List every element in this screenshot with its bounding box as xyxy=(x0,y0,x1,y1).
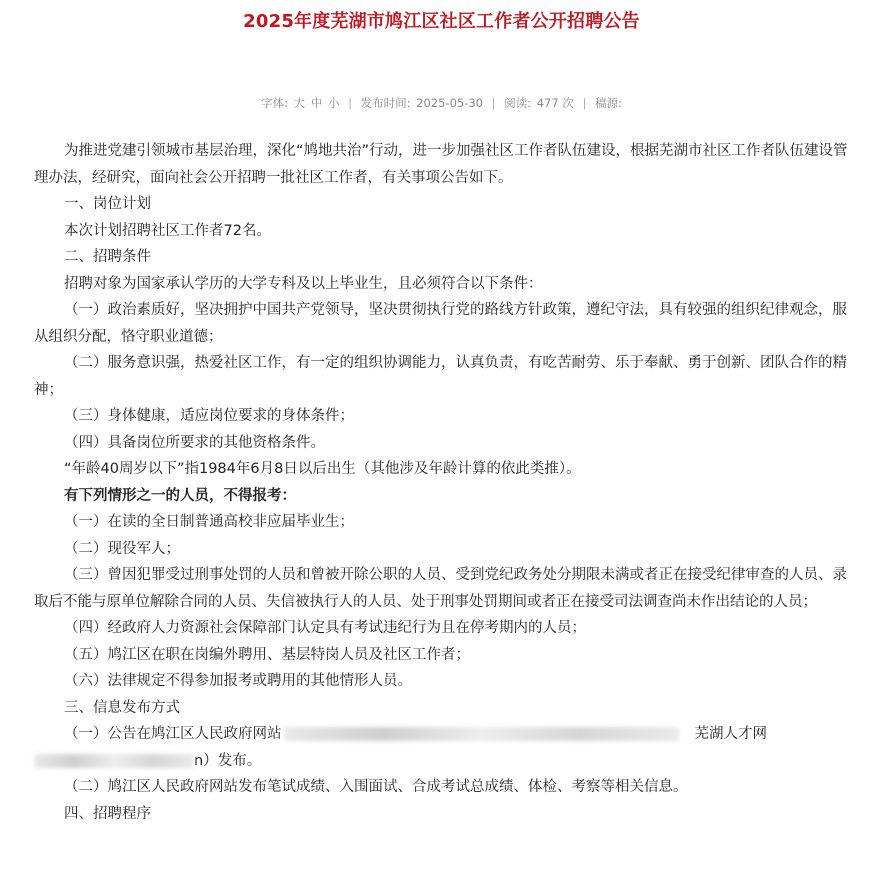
article-title: 2025年度芜湖市鸠江区社区工作者公开招聘公告 xyxy=(243,11,640,32)
age-note: “年龄40周岁以下”指1984年6月8日以后出生（其他涉及年龄计算的依此类推）。 xyxy=(64,461,581,477)
info-item-1 xyxy=(34,721,849,774)
read-count: 477 次 xyxy=(536,96,574,110)
exclusion-4: （四）经政府人力资源社会保障部门认定具有考试违纪行为且在停考期内的人员； xyxy=(64,620,586,636)
exclusion-6: （六）法律规定不得参加报考或聘用的其他情形人员。 xyxy=(64,673,412,689)
section-heading-4: 四、招聘程序 xyxy=(64,805,151,822)
publish-date: 2025-05-30 xyxy=(416,96,483,110)
exclusion-5: （五）鸠江区在职在岗编外聘用、基层特岗人员及社区工作者； xyxy=(64,646,470,663)
plan-paragraph: 本次计划招聘社区工作者72名。 xyxy=(64,222,271,239)
exclusion-2: （二）现役军人； xyxy=(64,540,180,557)
article-meta xyxy=(0,95,883,111)
exclusions-heading: 有下列情形之一的人员，不得报考： xyxy=(64,487,296,504)
publish-time-label: 发布时间: xyxy=(360,96,411,110)
intro-paragraph: 为推进党建引领城市基层治理，深化“鸠地共治”行动，进一步加强社区工作者队伍建设，根据芜湖市社区工作者队伍建设管理办法，经研究，面向社会公开招聘一批社区工作者，有关事项公告如下。 xyxy=(34,143,848,186)
font-size-medium-link[interactable]: 中 xyxy=(310,96,323,110)
section-heading-1: 一、岗位计划 xyxy=(64,196,151,212)
condition-1: （一）政治素质好，坚决拥护中国共产党领导，坚决贯彻执行党的路线方针政策，遵纪守法，具有较强的组织纪律观念，服从组织分配，恪守职业道德； xyxy=(34,302,847,345)
redacted-url xyxy=(34,754,194,768)
font-size-label: 字体: xyxy=(261,96,288,110)
article-body xyxy=(34,138,849,827)
conditions-intro: 招聘对象为国家承认学历的大学专科及以上毕业生，且必须符合以下条件： xyxy=(64,275,543,292)
info-item-2: （二）鸠江区人民政府网站发布笔试成绩、入围面试、合成考试总成绩、体检、考察等相关信息。 xyxy=(64,779,688,795)
font-size-large-link[interactable]: 大 xyxy=(293,96,306,110)
meta-separator: | xyxy=(582,96,587,110)
meta-separator: | xyxy=(348,96,352,110)
source-label: 稿源: xyxy=(595,96,622,110)
exclusion-1: （一）在读的全日制普通高校非应届毕业生； xyxy=(64,514,354,530)
section-heading-3: 三、信息发布方式 xyxy=(64,699,180,716)
condition-3: （三）身体健康，适应岗位要求的身体条件； xyxy=(64,408,354,424)
info-item-1-text: （一）公告在鸠江区人民政府网站 xyxy=(64,726,282,742)
read-count-label: 阅读: xyxy=(504,96,532,110)
condition-4: （四）具备岗位所要求的其他资格条件。 xyxy=(64,434,325,451)
redacted-url xyxy=(284,727,679,741)
font-size-small-link[interactable]: 小 xyxy=(327,96,340,110)
wuhu-talent-link[interactable]: 芜湖人才网 xyxy=(694,726,767,742)
exclusion-3: （三）曾因犯罪受过刑事处罚的人员和曾被开除公职的人员、受到党纪政务处分期限未满或者正在接受纪律审查的人员、录取后不能与原单位解除合同的人员、失信被执行人的人员、处于刑事处罚期间或者正在接受司法调查尚未作出结论的人员； xyxy=(34,567,847,610)
section-heading-2: 二、招聘条件 xyxy=(64,249,151,265)
meta-separator: | xyxy=(491,96,496,110)
info-item-1-end: n）发布。 xyxy=(194,752,262,769)
condition-2: （二）服务意识强，热爱社区工作，有一定的组织协调能力，认真负责，有吃苦耐劳、乐于奉献、勇于创新、团队合作的精神； xyxy=(34,355,847,398)
